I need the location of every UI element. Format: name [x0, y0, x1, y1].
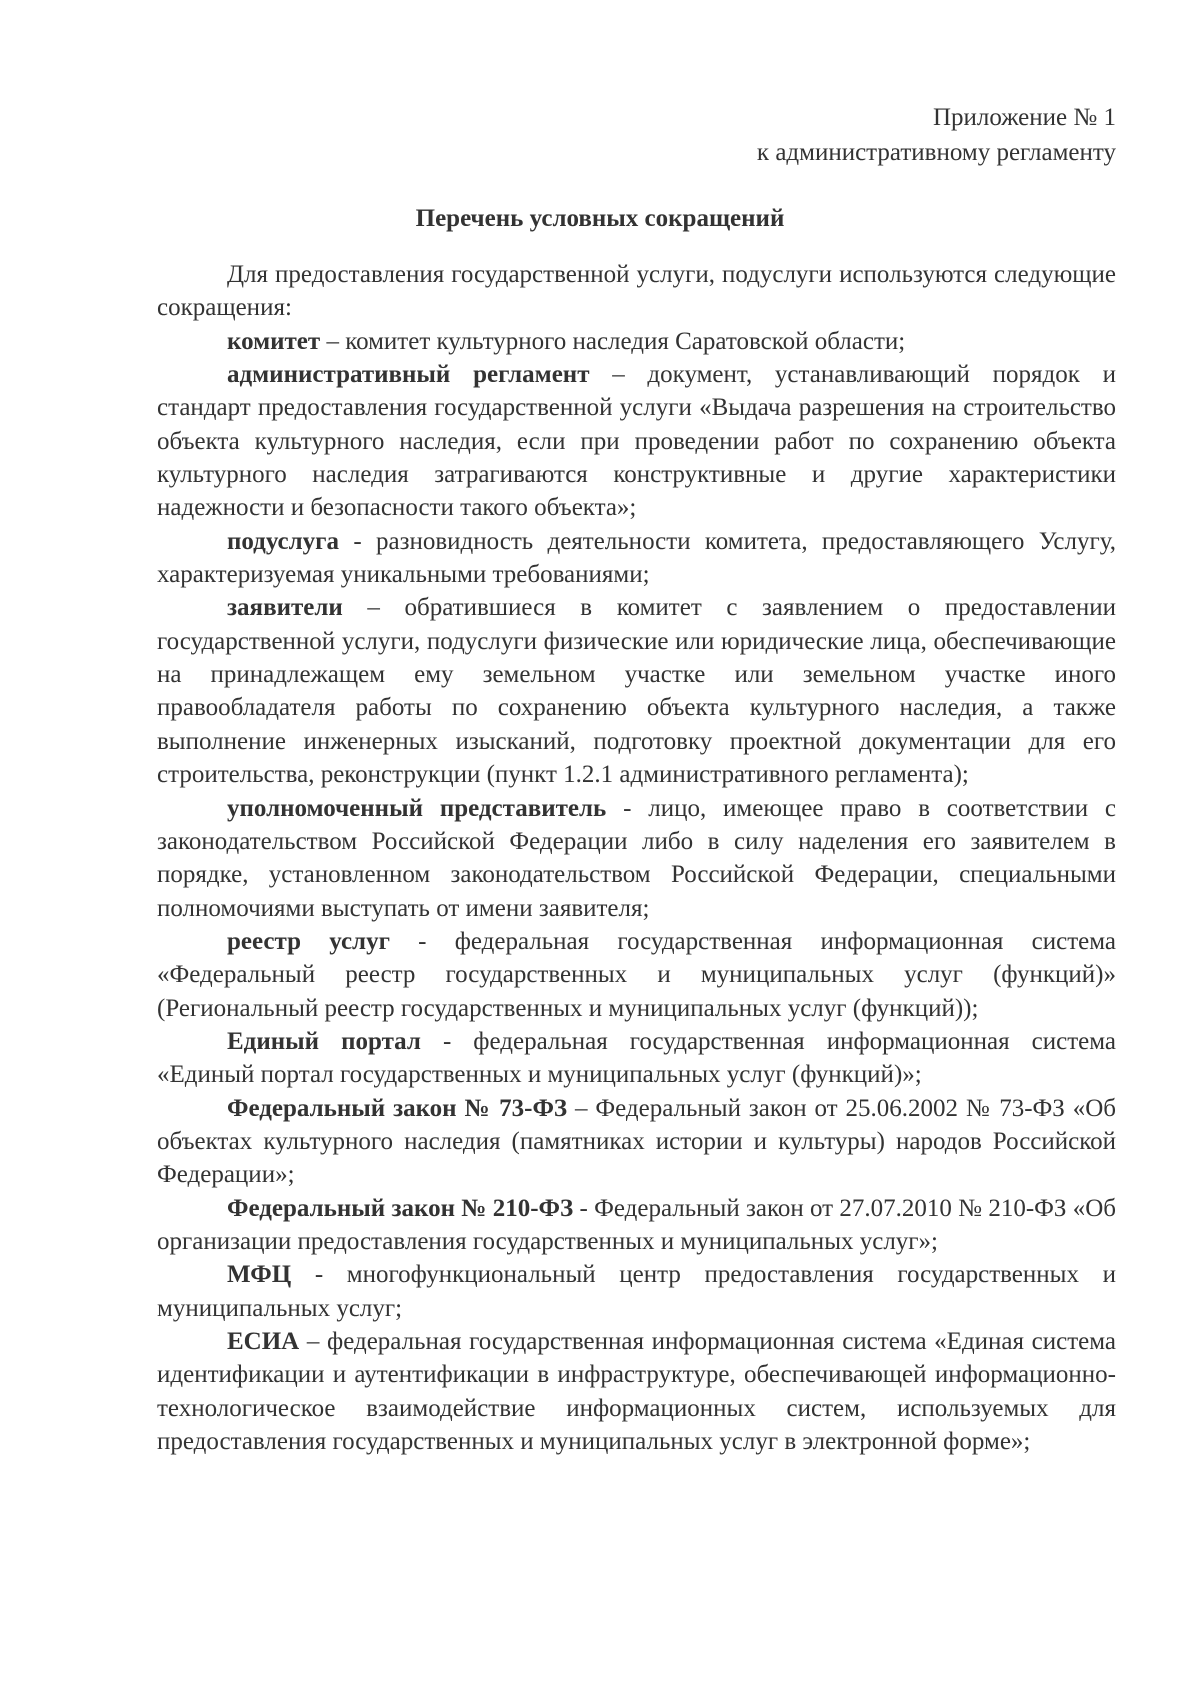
definition-term: Единый портал — [227, 1027, 421, 1055]
appendix-number: Приложение № 1 — [932, 104, 1116, 131]
definition-text: – обратившиеся в комитет с заявлением о предоставлении государственной услуги, подуслуги физические или юридические лица, обеспечивающие на принадлежащем ему земельном участке или земельном участке иного правообладателя работы по сохранению объекта культурного наследия, а также выполнение инженерных изысканий, подготовку проектной документации для его строительства, реконструкции (пункт 1.2.1 административного регламента); — [157, 594, 1116, 789]
definition-text: - Федеральный закон от 27.07.2010 № 210-ФЗ «Об организации предоставления государственных и муниципальных услуг»; — [157, 1194, 1116, 1255]
intro-paragraph: Для предоставления государственной услуги, подуслуги используются следующие сокращения: — [157, 261, 1116, 322]
definition-text: - лицо, имеющее право в соответствии с законодательством Российской Федерации либо в силу наделения его заявителем в порядке, установленном законодательством Российской Федерации, специальными полномочиями выступать от имени заявителя; — [157, 794, 1116, 922]
definition-text: – Федеральный закон от 25.06.2002 № 73-ФЗ «Об объектах культурного наследия (памятниках истории и культуры) народов Российской Федерации»; — [157, 1094, 1116, 1189]
definition-text: - федеральная государственная информационная система «Федеральный реестр государственных и муниципальных услуг (функций)» (Региональный реестр государственных и муниципальных услуг (функций)); — [157, 927, 1116, 1022]
definition-komitet — [157, 325, 1116, 358]
definition-upolnomochenny — [157, 792, 1116, 925]
definition-term: ЕСИА — [227, 1328, 300, 1355]
definition-term: заявители — [227, 594, 343, 622]
definition-fz-73 — [157, 1092, 1116, 1192]
appendix-reference: к административному регламенту — [756, 139, 1116, 166]
definition-text: – документ, устанавливающий порядок и стандарт предоставления государственной услуги «Выдача разрешения на строительство объекта культурного наследия, если при проведении работ по сохранению объекта культурного наследия затрагиваются конструктивные и другие характеристики надежности и безопасности такого объекта»; — [157, 361, 1116, 522]
definition-mfc — [157, 1258, 1116, 1325]
definition-text: - федеральная государственная информационная система «Единый портал государственных и муниципальных услуг (функций)»; — [157, 1027, 1116, 1089]
definition-esia — [157, 1325, 1116, 1458]
document-title: Перечень условных сокращений — [415, 205, 785, 232]
definition-text: – комитет культурного наследия Саратовской области; — [320, 327, 906, 355]
appendix-header — [757, 100, 1116, 170]
definition-reestr-uslug — [157, 925, 1116, 1025]
definition-edinyi-portal — [157, 1025, 1116, 1092]
definition-podusluga — [157, 525, 1116, 592]
definition-term: комитет — [227, 327, 321, 355]
definition-term: реестр услуг — [227, 927, 390, 955]
definition-text: - разновидность деятельности комитета, предоставляющего Услугу, характеризуемая уникальными требованиями; — [157, 527, 1116, 589]
definition-admin-reglament — [157, 358, 1116, 525]
definition-zayaviteli — [157, 591, 1116, 791]
definition-term: административный регламент — [227, 361, 590, 389]
definition-term: МФЦ — [227, 1261, 292, 1289]
definition-term: Федеральный закон № 210-ФЗ — [227, 1194, 574, 1222]
definition-text: - многофункциональный центр предоставления государственных и муниципальных услуг; — [157, 1261, 1116, 1322]
definition-fz-210 — [157, 1192, 1116, 1259]
definition-term: подуслуга — [227, 527, 340, 555]
document-body — [157, 258, 1116, 1458]
definition-term: Федеральный закон № 73-ФЗ — [227, 1094, 568, 1122]
definition-text: – федеральная государственная информационная система «Единая система идентификации и аутентификации в инфраструктуре, обеспечивающей информационно-технологическое взаимодействие информационных систем, используемых для предоставления государственных и муниципальных услуг в электронной форме»; — [157, 1328, 1116, 1456]
definition-term: уполномоченный представитель — [227, 794, 607, 822]
